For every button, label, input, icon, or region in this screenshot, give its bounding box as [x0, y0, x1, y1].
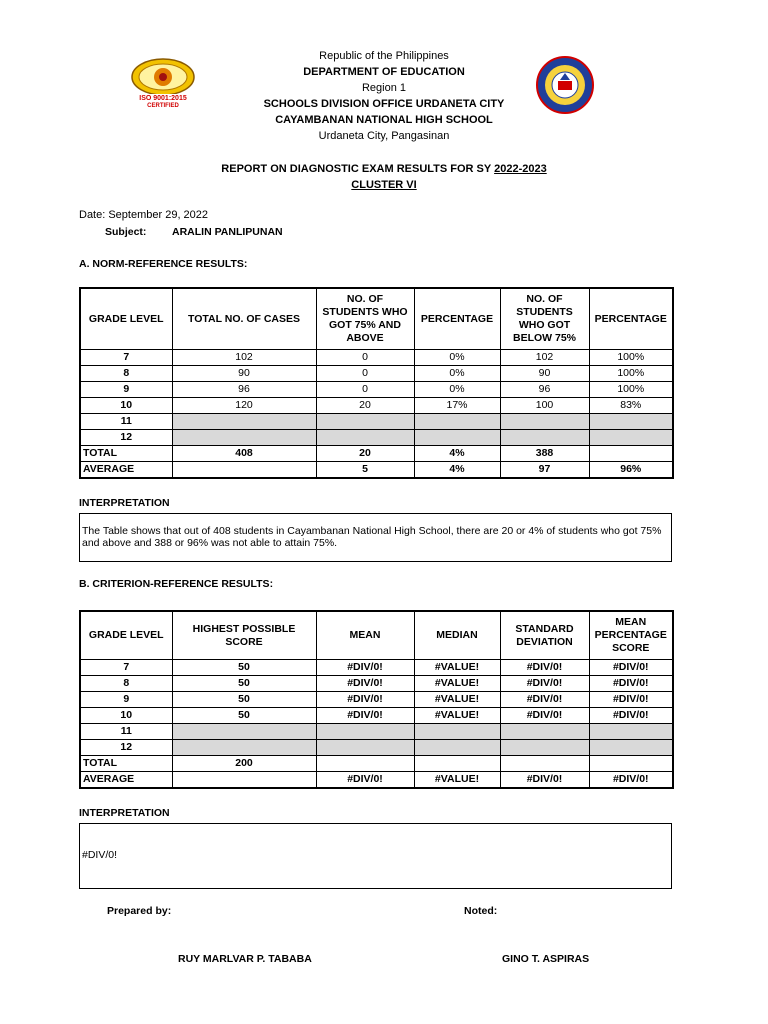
- norm-header-row: [80, 288, 673, 350]
- table-cell: #DIV/0!: [589, 692, 673, 708]
- table-cell: #DIV/0!: [316, 676, 414, 692]
- table-cell: 96: [500, 382, 589, 398]
- total-row: [80, 756, 673, 772]
- table-cell: 50: [172, 692, 316, 708]
- table-cell: 20: [316, 446, 414, 462]
- table-cell: [500, 414, 589, 430]
- table-cell: 5: [316, 462, 414, 479]
- table-cell: 200: [172, 756, 316, 772]
- norm-header-cell: PERCENTAGE: [589, 288, 673, 350]
- criterion-header-cell: MEAN: [316, 611, 414, 660]
- table-row: [80, 414, 673, 430]
- table-cell: [316, 740, 414, 756]
- table-cell: #VALUE!: [414, 708, 500, 724]
- table-cell: #DIV/0!: [500, 660, 589, 676]
- table-cell: [589, 740, 673, 756]
- table-cell: 4%: [414, 462, 500, 479]
- norm-interp-box: [79, 513, 672, 562]
- prepared-by-label: Prepared by:: [107, 905, 172, 917]
- table-cell: 4%: [414, 446, 500, 462]
- table-cell: 408: [172, 446, 316, 462]
- table-cell: 8: [80, 676, 172, 692]
- table-cell: [172, 414, 316, 430]
- table-cell: [589, 430, 673, 446]
- table-cell: [172, 462, 316, 479]
- criterion-header-cell: HIGHEST POSSIBLE SCORE: [172, 611, 316, 660]
- table-cell: #VALUE!: [414, 660, 500, 676]
- table-cell: 9: [80, 692, 172, 708]
- table-cell: 7: [80, 660, 172, 676]
- table-cell: [172, 724, 316, 740]
- noted-label: Noted:: [464, 905, 498, 917]
- table-cell: #DIV/0!: [316, 708, 414, 724]
- report-title-year: 2022-2023: [494, 163, 547, 175]
- table-cell: 100: [500, 398, 589, 414]
- table-row: [80, 660, 673, 676]
- table-cell: 17%: [414, 398, 500, 414]
- table-cell: [316, 430, 414, 446]
- report-title-prefix: REPORT ON DIAGNOSTIC EXAM RESULTS FOR SY: [221, 163, 495, 175]
- norm-header-cell: PERCENTAGE: [414, 288, 500, 350]
- table-cell: 0%: [414, 366, 500, 382]
- table-cell: #VALUE!: [414, 676, 500, 692]
- table-cell: 0%: [414, 382, 500, 398]
- table-cell: 0%: [414, 350, 500, 366]
- criterion-interp-text: #DIV/0!: [82, 849, 118, 861]
- average-row: [80, 462, 673, 479]
- table-cell: [589, 446, 673, 462]
- norm-header-cell: GRADE LEVEL: [80, 288, 172, 350]
- table-cell: 50: [172, 660, 316, 676]
- table-cell: #DIV/0!: [316, 692, 414, 708]
- norm-header-cell: NO. OF STUDENTS WHO GOT BELOW 75%: [500, 288, 589, 350]
- report-title: [0, 162, 768, 176]
- criterion-interp-box: [79, 823, 672, 889]
- table-row: [80, 398, 673, 414]
- table-cell: 102: [500, 350, 589, 366]
- criterion-header-row: [80, 611, 673, 660]
- noted-name: GINO T. ASPIRAS: [502, 953, 590, 965]
- table-cell: 50: [172, 676, 316, 692]
- table-cell: AVERAGE: [80, 772, 172, 789]
- table-cell: 100%: [589, 382, 673, 398]
- table-cell: 97: [500, 462, 589, 479]
- table-cell: 8: [80, 366, 172, 382]
- table-cell: #VALUE!: [414, 772, 500, 789]
- table-cell: #DIV/0!: [500, 676, 589, 692]
- header-republic: Republic of the Philippines: [319, 50, 449, 62]
- header-division: SCHOOLS DIVISION OFFICE URDANETA CITY: [263, 98, 505, 110]
- table-cell: 12: [80, 430, 172, 446]
- norm-header-cell: TOTAL NO. OF CASES: [172, 288, 316, 350]
- criterion-header-cell: MEDIAN: [414, 611, 500, 660]
- norm-interp-text: The Table shows that out of 408 students in Cayambanan National High School, there are 20 or 4% of students who got 75% and above and 388 or 96% was not able to attain 75%.: [82, 525, 662, 549]
- table-cell: [589, 724, 673, 740]
- header-school: CAYAMBANAN NATIONAL HIGH SCHOOL: [275, 114, 493, 126]
- table-row: [80, 350, 673, 366]
- norm-header-cell: NO. OF STUDENTS WHO GOT 75% AND ABOVE: [316, 288, 414, 350]
- table-row: [80, 724, 673, 740]
- total-row: [80, 446, 673, 462]
- table-cell: [500, 740, 589, 756]
- table-cell: AVERAGE: [80, 462, 172, 479]
- average-row: [80, 772, 673, 789]
- norm-interp-label: INTERPRETATION: [79, 497, 170, 509]
- report-date: Date: September 29, 2022: [79, 209, 209, 221]
- iso-text: ISO 9001:2015: [139, 95, 187, 102]
- criterion-table: [79, 610, 674, 789]
- table-cell: [316, 756, 414, 772]
- table-cell: 7: [80, 350, 172, 366]
- criterion-header-cell: GRADE LEVEL: [80, 611, 172, 660]
- table-cell: [316, 414, 414, 430]
- table-cell: [500, 724, 589, 740]
- table-row: [80, 692, 673, 708]
- table-cell: 83%: [589, 398, 673, 414]
- table-cell: #DIV/0!: [500, 708, 589, 724]
- table-cell: 96%: [589, 462, 673, 479]
- criterion-interp-label: INTERPRETATION: [79, 807, 170, 819]
- table-cell: 96: [172, 382, 316, 398]
- table-cell: 100%: [589, 366, 673, 382]
- table-cell: 0: [316, 350, 414, 366]
- norm-table: [79, 287, 674, 479]
- table-cell: #VALUE!: [414, 692, 500, 708]
- table-cell: #DIV/0!: [316, 660, 414, 676]
- table-row: [80, 430, 673, 446]
- iso-certified-text: CERTIFIED: [147, 103, 179, 108]
- table-cell: [500, 430, 589, 446]
- table-cell: [414, 740, 500, 756]
- table-row: [80, 366, 673, 382]
- table-cell: 100%: [589, 350, 673, 366]
- subject-value: ARALIN PANLIPUNAN: [172, 226, 283, 238]
- header-deped: DEPARTMENT OF EDUCATION: [303, 66, 465, 78]
- table-cell: 50: [172, 708, 316, 724]
- table-cell: #DIV/0!: [589, 772, 673, 789]
- table-cell: [500, 756, 589, 772]
- table-cell: TOTAL: [80, 756, 172, 772]
- criterion-header-cell: MEAN PERCENTAGE SCORE: [589, 611, 673, 660]
- header-region: Region 1: [361, 82, 407, 94]
- criterion-header-cell: STANDARD DEVIATION: [500, 611, 589, 660]
- prepared-by-name: RUY MARLVAR P. TABABA: [178, 953, 312, 965]
- table-cell: 90: [172, 366, 316, 382]
- table-cell: 10: [80, 398, 172, 414]
- table-cell: 12: [80, 740, 172, 756]
- table-cell: 9: [80, 382, 172, 398]
- table-cell: [172, 740, 316, 756]
- table-cell: 11: [80, 414, 172, 430]
- table-cell: 11: [80, 724, 172, 740]
- header-address: Urdaneta City, Pangasinan: [318, 130, 450, 142]
- criterion-section-title: B. CRITERION-REFERENCE RESULTS:: [79, 578, 274, 590]
- table-cell: 20: [316, 398, 414, 414]
- table-row: [80, 382, 673, 398]
- table-cell: 120: [172, 398, 316, 414]
- table-cell: 388: [500, 446, 589, 462]
- table-cell: [414, 724, 500, 740]
- table-cell: [316, 724, 414, 740]
- table-row: [80, 676, 673, 692]
- table-cell: [414, 414, 500, 430]
- table-cell: #DIV/0!: [500, 692, 589, 708]
- table-cell: [414, 430, 500, 446]
- table-row: [80, 708, 673, 724]
- norm-section-title: A. NORM-REFERENCE RESULTS:: [79, 258, 248, 270]
- report-cluster: CLUSTER VI: [351, 179, 417, 191]
- table-cell: 90: [500, 366, 589, 382]
- table-cell: TOTAL: [80, 446, 172, 462]
- table-cell: [589, 414, 673, 430]
- table-cell: #DIV/0!: [589, 676, 673, 692]
- table-cell: #DIV/0!: [589, 708, 673, 724]
- table-cell: #DIV/0!: [500, 772, 589, 789]
- table-cell: [172, 772, 316, 789]
- subject-label: Subject:: [105, 226, 147, 238]
- table-cell: [414, 756, 500, 772]
- table-row: [80, 740, 673, 756]
- table-cell: 0: [316, 366, 414, 382]
- table-cell: #DIV/0!: [316, 772, 414, 789]
- table-cell: [589, 756, 673, 772]
- table-cell: 102: [172, 350, 316, 366]
- table-cell: [172, 430, 316, 446]
- table-cell: 10: [80, 708, 172, 724]
- table-cell: 0: [316, 382, 414, 398]
- table-cell: #DIV/0!: [589, 660, 673, 676]
